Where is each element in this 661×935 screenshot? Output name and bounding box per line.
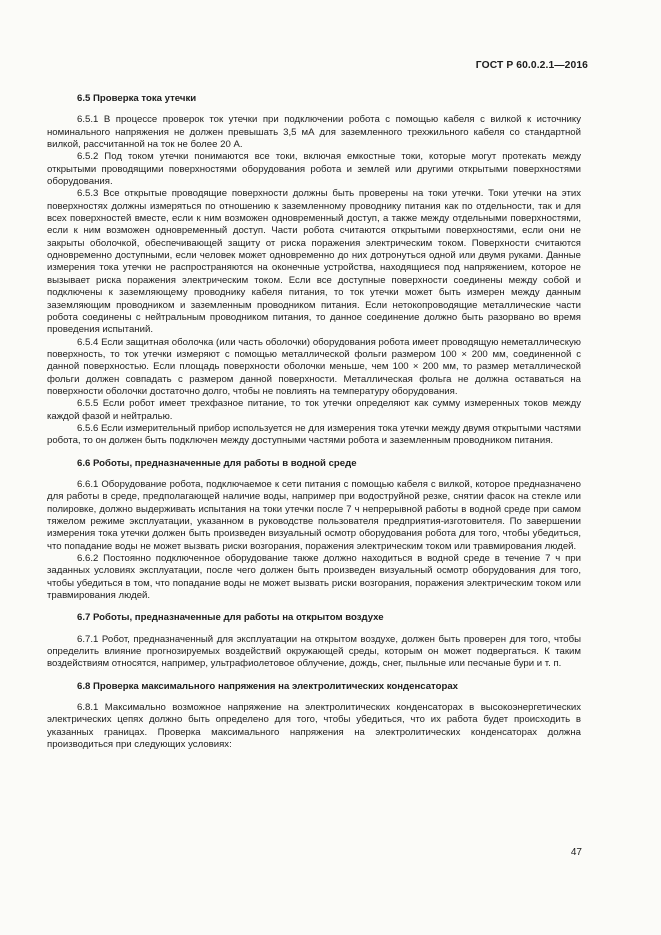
paragraph: 6.5.1 В процессе проверок ток утечки при подключении робота с помощью кабеля с вилкой к источнику номинального напряжения не должен превышать 3,5 мА для заземленного трехжильного кабеля со стандартной вилкой, рассчитанной на ток не более 20 А. [47, 114, 581, 151]
document-id: ГОСТ Р 60.0.2.1—2016 [475, 60, 588, 71]
section-title: 6.5 Проверка тока утечки [77, 93, 197, 104]
section-title: 6.6 Роботы, предназначенные для работы в водной среде [77, 457, 357, 469]
document-body [47, 93, 581, 752]
paragraph: 6.5.4 Если защитная оболочка (или часть оболочки) оборудования робота имеет проводящую неметаллическую поверхность, то ток утечки измеряют с помощью металлической фольги размером 100 × 200 мм, соединенной с данной поверхностью. Если площадь поверхности оболочки меньше, чем 100 × 200 мм, то размер металлической фольги должен совпадать с размером данной поверхности. Металлическая фольга не должна оставаться на поверхности оболочки достаточно долго, чтобы не повлиять на температуру оборудования. [47, 336, 581, 397]
paragraph: 6.5.2 Под током утечки понимаются все токи, включая емкостные токи, которые могут протекать между открытыми проводящими поверхностями оборудования робота и землей или другими открытыми поверхностями оборудования. [47, 151, 581, 188]
paragraph: 6.5.3 Все открытые проводящие поверхности должны быть проверены на токи утечки. Токи утечки на этих поверхностях должны измеряться по отношению к заземленному проводнику питания как по отдельности, так и для всех поверхностей вместе, если к ним возможен одновременный доступ, а также между отдельными поверхностями, если к ним возможен одновременный доступ. Части робота считаются открытыми поверхностями, если они не закрыты оболочкой, обеспечивающей защиту от риска поражения электрическим током. Поверхности считаются одновременно доступными, если человек может одновременно до них дотронуться одной или двумя руками. Данные измерения тока утечки не распространяются на оконечные устройства, находящиеся под напряжением, которое не вызывает риска поражения электрическим током. Если все доступные поверхности соединены между собой и подключены к заземляющему проводнику кабеля питания, то ток утечки может быть измерен между данным заземляющим проводником и заземленным проводником питания. Если нетокопроводящие металлические части робота соединены с нейтральным проводником питания, то данное соединение должно быть разорвано во время проведения испытаний. [47, 188, 581, 336]
paragraph: 6.5.6 Если измерительный прибор используется не для измерения тока утечки между двумя открытыми частями робота, то он должен быть подключен между доступными частями робота и заземленным проводником питания. [47, 422, 581, 447]
paragraph: 6.5.5 Если робот имеет трехфазное питание, то ток утечки определяют как сумму измеренных токов между каждой фазой и нейтралью. [47, 398, 581, 422]
section-title: 6.8 Проверка максимального напряжения на электролитических конденсаторах [77, 680, 459, 692]
paragraph: 6.6.1 Оборудование робота, подключаемое к сети питания с помощью кабеля с вилкой, которое предназначено для работы в среде, предполагающей наличие воды, например при водоструйной резке, снятии фасок на стекле или полировке, должно выдерживать испытания на токи утечки после 7 ч непрерывной работы в водной среде при самом тяжелом режиме эксплуатации, указанном в руководстве пользователя предприятия-изготовителя. По завершении измерения тока утечки должен быть произведен визуальный осмотр оборудования робота для того, чтобы убедиться, что попадание воды не может вызвать риски возгорания, поражения электрическим током или травмирования людей. [47, 478, 581, 552]
paragraph: 6.6.2 Постоянно подключенное оборудование также должно находиться в водной среде в течение 7 ч при заданных условиях эксплуатации, после чего должен быть произведен визуальный осмотр оборудования для того, чтобы убедиться в том, что попадание воды не может вызвать риски возгорания, поражения электрическим током или травмирования людей. [47, 553, 581, 602]
paragraph: 6.8.1 Максимально возможное напряжение на электролитических конденсаторах в высокоэнергетических электрических цепях должно быть определено для того, чтобы убедиться, что их работа будет происходить в указанных границах. Проверка максимального напряжения на электролитических конденсаторах должна производиться при следующих условиях: [47, 702, 581, 751]
paragraph: 6.7.1 Робот, предназначенный для эксплуатации на открытом воздухе, должен быть проверен для того, чтобы определить влияние прогнозируемых воздействий окружающей среды, которым он может подвергаться. К таким воздействиям относятся, например, ультрафиолетовое облучение, дождь, снег, пыльные или песчаные бури и т. п. [47, 633, 581, 670]
page-number: 47 [570, 847, 582, 858]
section-title: 6.7 Роботы, предназначенные для работы на открытом воздухе [77, 612, 384, 624]
